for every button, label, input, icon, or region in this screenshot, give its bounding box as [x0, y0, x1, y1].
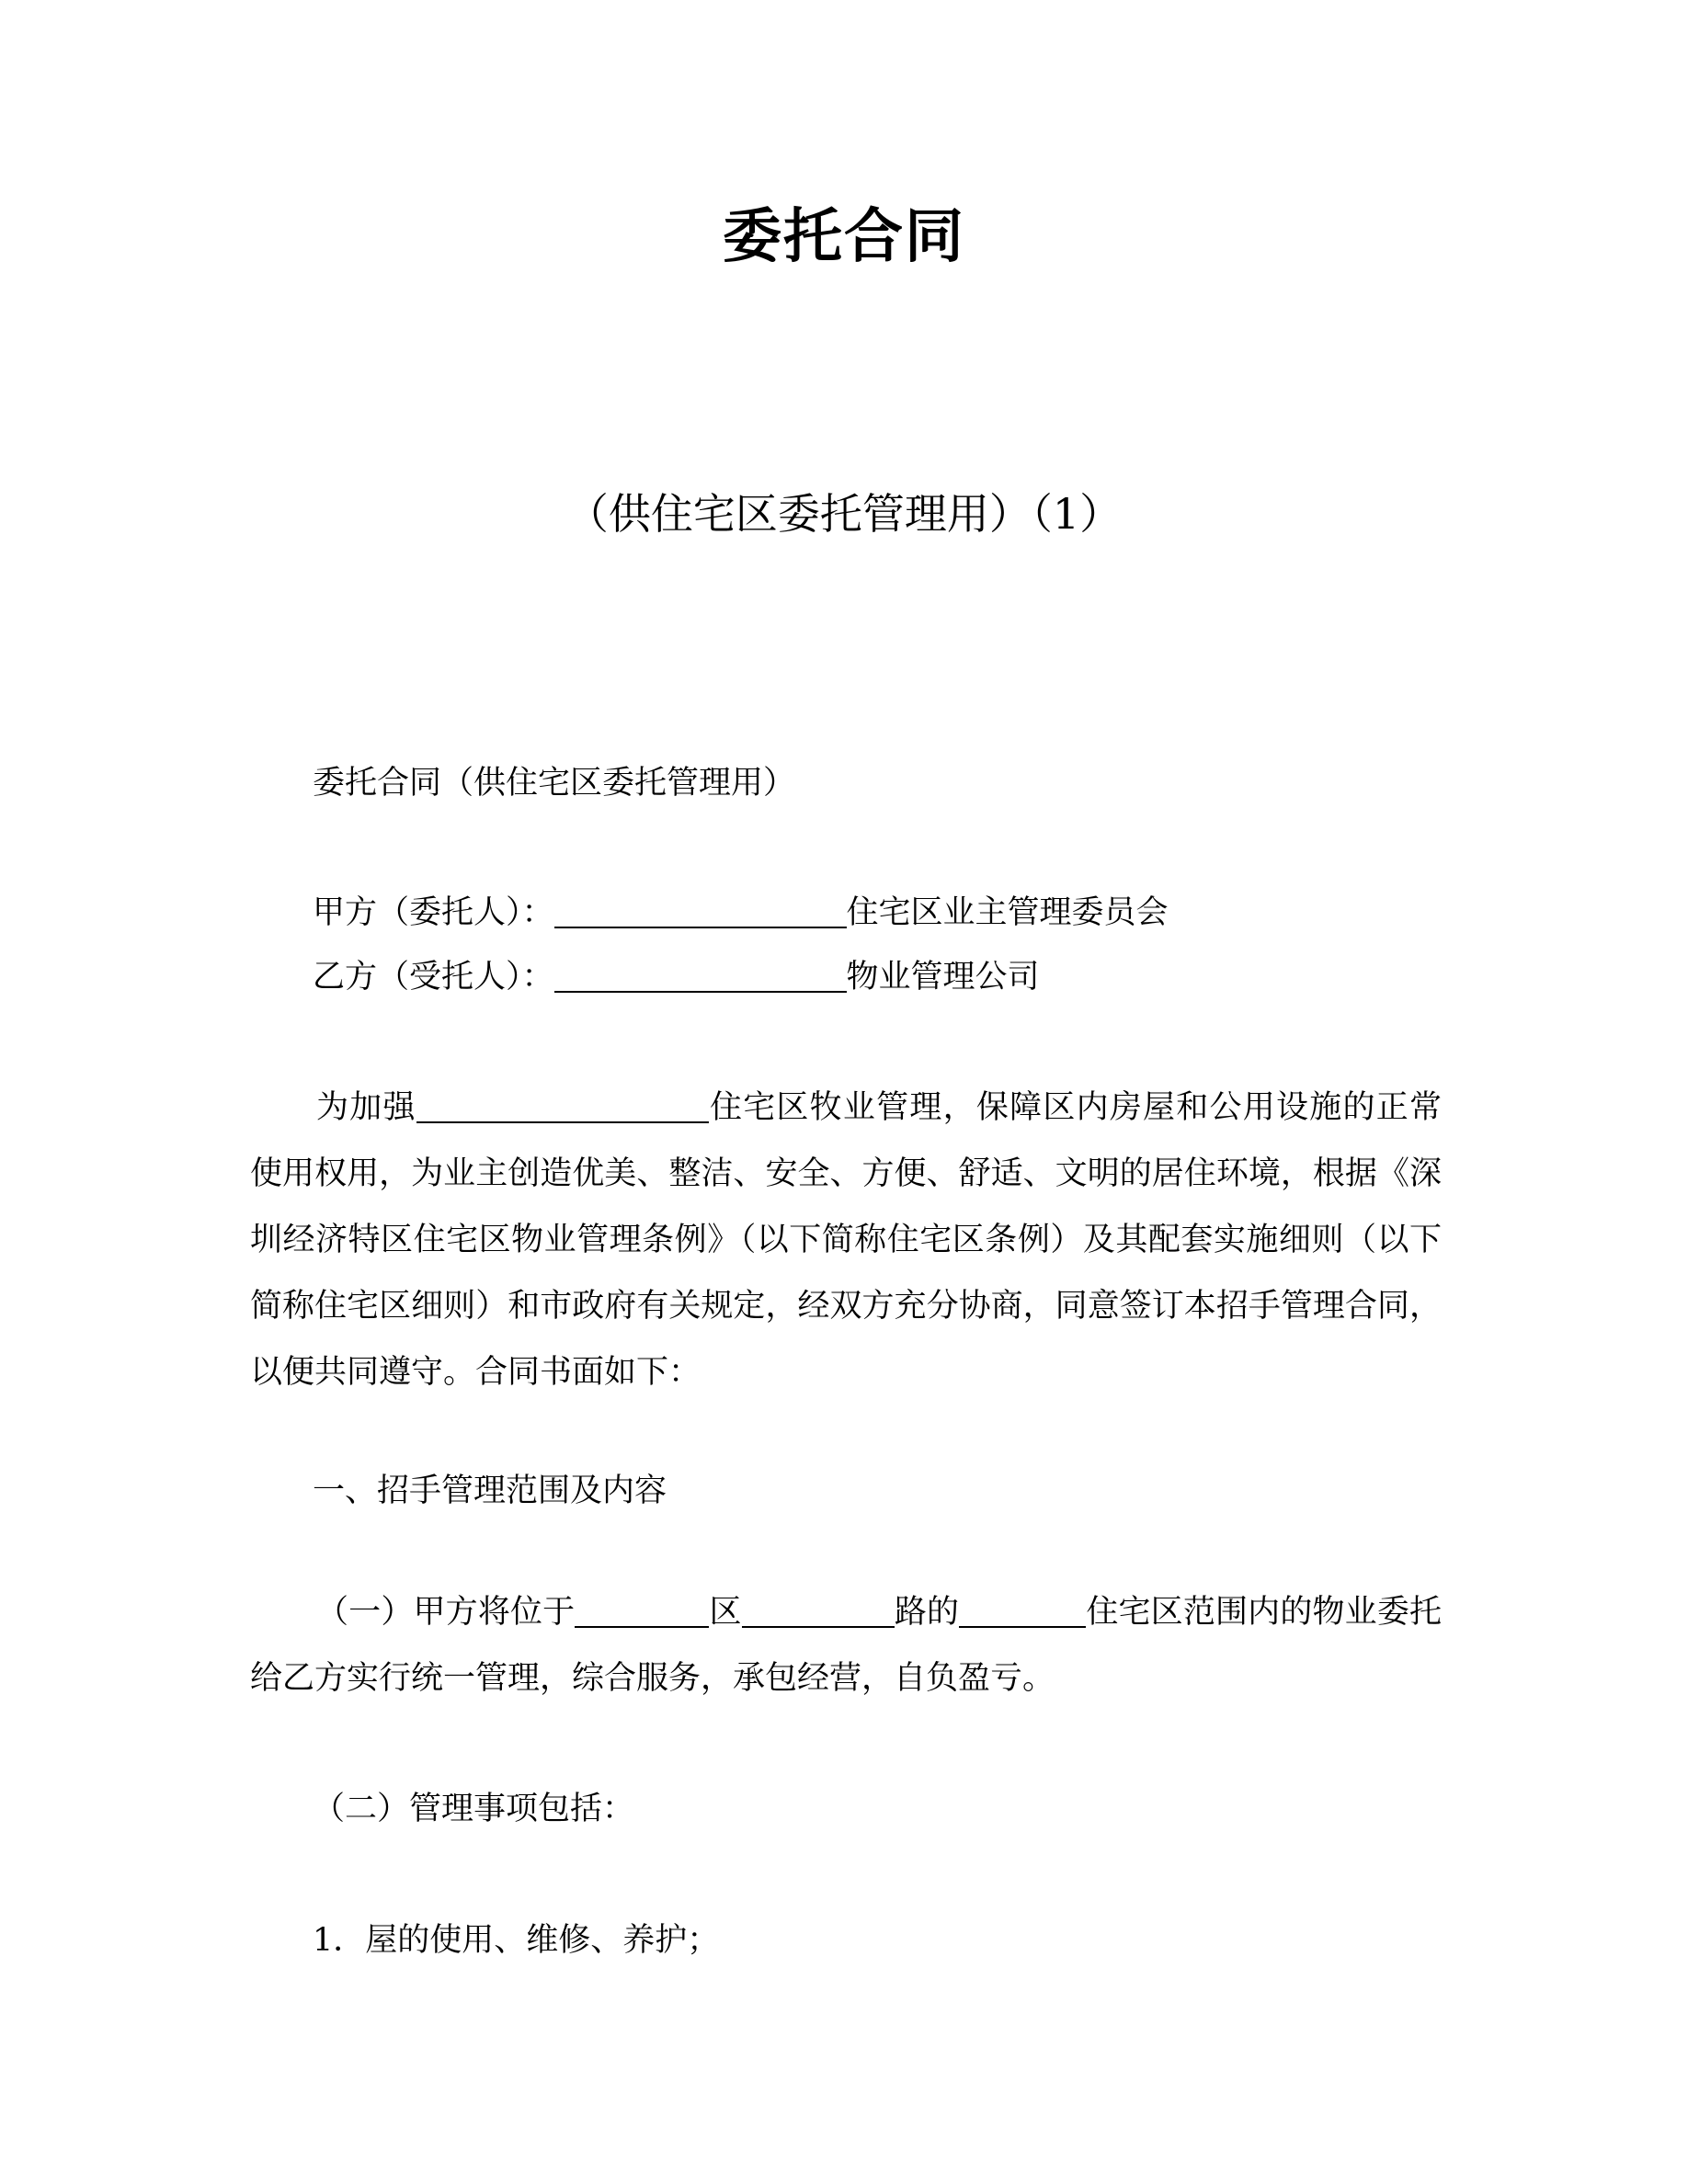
heading-line: 委托合同（供住宅区委托管理用） [313, 765, 796, 802]
document-title: 委托合同 [723, 203, 965, 271]
preamble-body: 住宅区牧业管理，保障区内房屋和公用设施的正常使用权用，为业主创造优美、整洁、安全、方便、舒适、文明的居住环境，根据《深圳经济特区住宅区物业管理条例》（以下简称住宅区条例）及其配套实施细则（以下简称住宅区细则）和市政府有关规定，经双方充分协商，同意签订本招手管理合同，以便共同遵守。合同书面如下： [250, 1089, 1442, 1391]
preamble-blank [416, 1088, 709, 1123]
district-blank [575, 1593, 709, 1628]
item-1: 1．屋的使用、维修、养护； [313, 1922, 720, 1959]
party-b-suffix: 物业管理公司 [846, 959, 1040, 995]
clause-1-part3: 路的 [894, 1594, 960, 1631]
document-subtitle: （供住宅区委托管理用）（1） [565, 489, 1123, 539]
party-b-blank [554, 958, 847, 993]
clause-1-part1: （一）甲方将位于 [316, 1594, 576, 1631]
party-a-blank [554, 893, 847, 928]
road-blank [742, 1593, 895, 1628]
preamble-lead: 为加强 [316, 1089, 416, 1126]
preamble-paragraph [250, 1075, 1442, 1405]
party-a-line [313, 890, 1169, 936]
clause-1-part4: 住宅区范围内的物业委托给乙方实行统一管理，综合服务，承包经营，自负盈亏。 [250, 1594, 1442, 1697]
party-b-label: 乙方（受托人）： [313, 959, 554, 995]
party-a-label: 甲方（委托人）： [313, 894, 554, 931]
estate-blank [959, 1593, 1086, 1628]
clause-1-part2: 区 [709, 1594, 742, 1631]
clause-2: （二）管理事项包括： [313, 1791, 635, 1827]
clause-1-paragraph [250, 1579, 1442, 1712]
section-1-heading: 一、招手管理范围及内容 [313, 1473, 667, 1509]
party-b-line [313, 954, 1040, 1000]
party-a-suffix: 住宅区业主管理委员会 [846, 894, 1169, 931]
